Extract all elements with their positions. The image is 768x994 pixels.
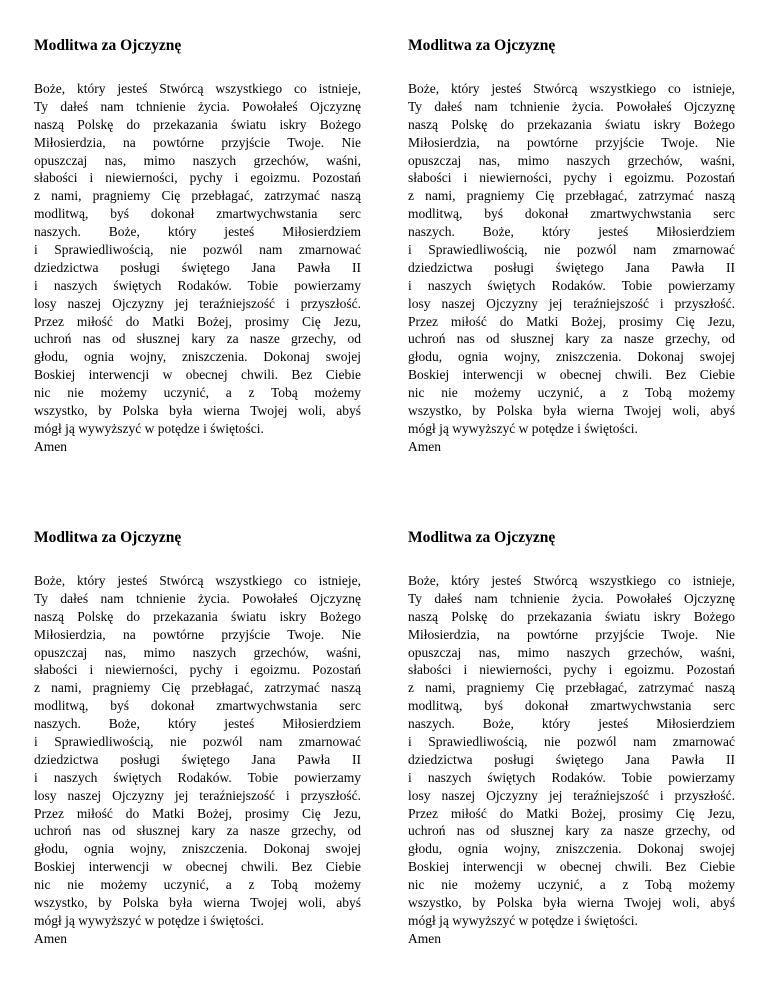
prayer-block-bottom-left [34,528,361,948]
prayer-line: i naszych świętych Rodaków. Tobie powierzamy [34,277,361,293]
prayer-line: Amen [408,930,441,946]
prayer-line: naszych. Boże, który jesteś Miłosierdziem [408,224,735,240]
prayer-line: głodu, ognia wojny, zniszczenia. Dokonaj swojej [408,349,735,365]
prayer-line: losy naszej Ojczyzny jej teraźniejszość i przyszłość. [34,787,361,803]
prayer-line: uchroń nas od słusznej kary za nasze grzechy, od [34,823,361,839]
prayer-title: Modlitwa za Ojczyznę [408,529,556,546]
prayer-line: modlitwą, byś dokonał zmartwychwstania serc [408,698,735,714]
prayer-line: słabości i niewierności, pychy i egoizmu. Pozostań [34,662,361,678]
prayer-line: Ty dałeś nam tchnienie życia. Powołałeś Ojczyznę [34,590,361,606]
prayer-line: uchroń nas od słusznej kary za nasze grzechy, od [408,331,735,347]
prayer-line: dziedzictwa posługi świętego Jana Pawła II [408,259,735,275]
prayer-line: mógł ją wywyższyć w potędze i świętości. [408,420,638,436]
prayer-line: słabości i niewierności, pychy i egoizmu. Pozostań [34,170,361,186]
prayer-line: mógł ją wywyższyć w potędze i świętości. [34,912,264,928]
prayer-line: Amen [408,438,441,454]
prayer-line: głodu, ognia wojny, zniszczenia. Dokonaj swojej [408,841,735,857]
prayer-line: Boże, który jesteś Stwórcą wszystkiego co istnieje, [408,81,735,96]
prayer-line: Miłosierdzia, na powtórne przyjście Twoje. Nie [34,626,361,642]
prayer-line: naszą Polskę do przekazania światu iskry Bożego [34,116,361,132]
prayer-line: Boże, który jesteś Stwórcą wszystkiego co istnieje, [34,573,361,588]
prayer-line: i Sprawiedliwością, nie pozwól nam zmarnować [408,242,735,258]
prayer-line: uchroń nas od słusznej kary za nasze grzechy, od [408,823,735,839]
prayer-line: Przez miłość do Matki Bożej, prosimy Cię Jezu, [34,313,361,329]
prayer-line: naszą Polskę do przekazania światu iskry Bożego [408,608,735,624]
prayer-line: z nami, pragniemy Cię przebłagać, zatrzymać naszą [408,680,735,696]
prayer-line: Przez miłość do Matki Bożej, prosimy Cię Jezu, [408,805,735,821]
prayer-line: z nami, pragniemy Cię przebłagać, zatrzymać naszą [34,188,361,204]
prayer-line: modlitwą, byś dokonał zmartwychwstania serc [34,206,361,222]
prayer-line: opuszczaj nas, mimo naszych grzechów, waśni, [408,152,735,168]
prayer-line: losy naszej Ojczyzny jej teraźniejszość i przyszłość. [34,295,361,311]
prayer-line: opuszczaj nas, mimo naszych grzechów, waśni, [34,152,361,168]
prayer-title: Modlitwa za Ojczyznę [408,37,556,54]
prayer-line: naszą Polskę do przekazania światu iskry Bożego [34,608,361,624]
prayer-line: naszą Polskę do przekazania światu iskry Bożego [408,116,735,132]
prayer-line: modlitwą, byś dokonał zmartwychwstania serc [34,698,361,714]
prayer-line: Boskiej interwencji w obecnej chwili. Bez Ciebie [34,859,361,875]
prayer-line: wszystko, by Polska była wierna Twojej woli, abyś [408,895,735,911]
prayer-line: głodu, ognia wojny, zniszczenia. Dokonaj swojej [34,841,361,857]
prayer-line: Amen [34,930,67,946]
prayer-line: Miłosierdzia, na powtórne przyjście Twoje. Nie [408,626,735,642]
prayer-line: z nami, pragniemy Cię przebłagać, zatrzymać naszą [34,680,361,696]
prayer-line: Boże, który jesteś Stwórcą wszystkiego co istnieje, [408,573,735,588]
prayer-line: Miłosierdzia, na powtórne przyjście Twoje. Nie [34,134,361,150]
prayer-line: Miłosierdzia, na powtórne przyjście Twoje. Nie [408,134,735,150]
prayer-line: dziedzictwa posługi świętego Jana Pawła II [408,751,735,767]
prayer-line: uchroń nas od słusznej kary za nasze grzechy, od [34,331,361,347]
prayer-block-bottom-right [408,528,735,948]
prayer-line: naszych. Boże, który jesteś Miłosierdziem [34,224,361,240]
prayer-line: Boskiej interwencji w obecnej chwili. Bez Ciebie [34,367,361,383]
prayer-line: głodu, ognia wojny, zniszczenia. Dokonaj swojej [34,349,361,365]
prayer-line: wszystko, by Polska była wierna Twojej woli, abyś [34,895,361,911]
prayer-line: modlitwą, byś dokonał zmartwychwstania serc [408,206,735,222]
prayer-line: naszych. Boże, który jesteś Miłosierdziem [34,716,361,732]
prayer-line: Amen [34,438,67,454]
prayer-line: i Sprawiedliwością, nie pozwól nam zmarnować [34,242,361,258]
prayer-line: mógł ją wywyższyć w potędze i świętości. [34,420,264,436]
prayer-line: Boże, który jesteś Stwórcą wszystkiego co istnieje, [34,81,361,96]
prayer-line: losy naszej Ojczyzny jej teraźniejszość i przyszłość. [408,295,735,311]
prayer-line: wszystko, by Polska była wierna Twojej woli, abyś [34,403,361,419]
prayer-title: Modlitwa za Ojczyznę [34,529,182,546]
prayer-line: i naszych świętych Rodaków. Tobie powierzamy [34,769,361,785]
prayer-body [34,572,361,948]
prayer-title: Modlitwa za Ojczyznę [34,37,182,54]
prayer-block-top-left [34,36,361,456]
prayer-line: nic nie możemy uczynić, a z Tobą możemy [34,385,361,401]
prayer-line: z nami, pragniemy Cię przebłagać, zatrzymać naszą [408,188,735,204]
prayer-line: nic nie możemy uczynić, a z Tobą możemy [408,877,735,893]
prayer-line: Ty dałeś nam tchnienie życia. Powołałeś Ojczyznę [408,98,735,114]
prayer-line: mógł ją wywyższyć w potędze i świętości. [408,912,638,928]
prayer-line: i naszych świętych Rodaków. Tobie powierzamy [408,769,735,785]
prayer-line: i Sprawiedliwością, nie pozwól nam zmarnować [34,734,361,750]
prayer-line: opuszczaj nas, mimo naszych grzechów, waśni, [34,644,361,660]
prayer-body [408,80,735,456]
prayer-line: opuszczaj nas, mimo naszych grzechów, waśni, [408,644,735,660]
prayer-body [34,80,361,456]
prayer-line: Ty dałeś nam tchnienie życia. Powołałeś Ojczyznę [408,590,735,606]
prayer-line: Boskiej interwencji w obecnej chwili. Bez Ciebie [408,859,735,875]
prayer-line: Przez miłość do Matki Bożej, prosimy Cię Jezu, [34,805,361,821]
prayer-line: słabości i niewierności, pychy i egoizmu. Pozostań [408,662,735,678]
prayer-line: losy naszej Ojczyzny jej teraźniejszość i przyszłość. [408,787,735,803]
prayer-line: dziedzictwa posługi świętego Jana Pawła II [34,259,361,275]
prayer-line: Boskiej interwencji w obecnej chwili. Bez Ciebie [408,367,735,383]
prayer-body [408,572,735,948]
prayer-line: naszych. Boże, który jesteś Miłosierdziem [408,716,735,732]
prayer-line: Ty dałeś nam tchnienie życia. Powołałeś Ojczyznę [34,98,361,114]
prayer-line: dziedzictwa posługi świętego Jana Pawła II [34,751,361,767]
prayer-line: nic nie możemy uczynić, a z Tobą możemy [408,385,735,401]
prayer-line: wszystko, by Polska była wierna Twojej woli, abyś [408,403,735,419]
prayer-line: i naszych świętych Rodaków. Tobie powierzamy [408,277,735,293]
prayer-line: i Sprawiedliwością, nie pozwól nam zmarnować [408,734,735,750]
prayer-line: Przez miłość do Matki Bożej, prosimy Cię Jezu, [408,313,735,329]
prayer-line: słabości i niewierności, pychy i egoizmu. Pozostań [408,170,735,186]
prayer-block-top-right [408,36,735,456]
prayer-line: nic nie możemy uczynić, a z Tobą możemy [34,877,361,893]
